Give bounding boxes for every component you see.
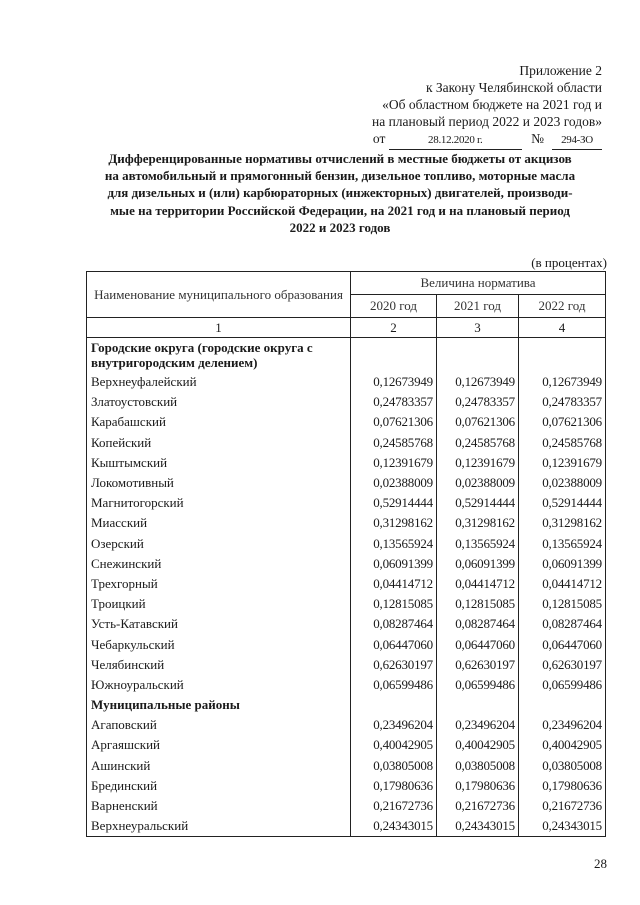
- value-2021: 0,62630197: [437, 655, 519, 675]
- municipality-name: Чебаркульский: [87, 634, 351, 654]
- section-row: [87, 695, 606, 715]
- appendix-line-2: к Закону Челябинской области: [425, 80, 602, 95]
- title-line-5: 2022 и 2023 годов: [289, 219, 391, 235]
- municipality-name: Ашинский: [87, 756, 351, 776]
- column-header-group: Величина норматива: [351, 272, 606, 295]
- table-row: [87, 634, 606, 654]
- table-row: [87, 534, 606, 554]
- value-2021: 0,31298162: [437, 513, 519, 533]
- table-row: [87, 433, 606, 453]
- value-2022: 0,31298162: [519, 513, 606, 533]
- table-row: [87, 614, 606, 634]
- table-row: [87, 715, 606, 735]
- norms-table: [86, 271, 606, 837]
- value-2020: 0,12815085: [351, 594, 437, 614]
- value-2022: 0,12673949: [519, 372, 606, 392]
- value-2021: 0,12673949: [437, 372, 519, 392]
- table-row: [87, 756, 606, 776]
- section-title-urban-districts: Городские округа (городские округа с внутригородским делением): [87, 338, 351, 373]
- value-2022: 0,08287464: [519, 614, 606, 634]
- table-row: [87, 473, 606, 493]
- value-2022: 0,17980636: [519, 776, 606, 796]
- table-row: [87, 574, 606, 594]
- municipality-name: Южноуральский: [87, 675, 351, 695]
- municipality-name: Снежинский: [87, 554, 351, 574]
- value-2021: 0,06091399: [437, 554, 519, 574]
- value-2021: 0,03805008: [437, 756, 519, 776]
- table-row: [87, 796, 606, 816]
- value-2021: 0,12815085: [437, 594, 519, 614]
- value-2021: 0,07621306: [437, 412, 519, 432]
- value-2020: 0,23496204: [351, 715, 437, 735]
- column-header-year-2022: 2022 год: [519, 295, 606, 318]
- title-line-4: мые на территории Российской Федерации, на 2021 год и на плановый период: [110, 202, 570, 218]
- value-2022: 0,04414712: [519, 574, 606, 594]
- column-number-2: 2: [351, 318, 437, 338]
- value-2021: 0,24585768: [437, 433, 519, 453]
- municipality-name: Миасский: [87, 513, 351, 533]
- municipality-name: Карабашский: [87, 412, 351, 432]
- value-2020: 0,12391679: [351, 453, 437, 473]
- value-2022: 0,12391679: [519, 453, 606, 473]
- number-label: №: [531, 131, 544, 146]
- appendix-line-3: «Об областном бюджете на 2021 год и: [382, 97, 602, 112]
- value-2022: 0,13565924: [519, 534, 606, 554]
- value-2022: 0,03805008: [519, 756, 606, 776]
- municipality-name: Кыштымский: [87, 453, 351, 473]
- table-row: [87, 513, 606, 533]
- table-row: [87, 392, 606, 412]
- value-2020: 0,24783357: [351, 392, 437, 412]
- municipality-name: Копейский: [87, 433, 351, 453]
- section-title-municipal-districts: Муниципальные районы: [87, 695, 351, 715]
- value-2021: 0,52914444: [437, 493, 519, 513]
- municipality-name: Озерский: [87, 534, 351, 554]
- column-header-name: Наименование муниципального образования: [87, 272, 351, 318]
- value-2020: 0,21672736: [351, 796, 437, 816]
- value-2021: 0,13565924: [437, 534, 519, 554]
- table-row: [87, 594, 606, 614]
- value-2022: 0,23496204: [519, 715, 606, 735]
- value-2021: 0,06447060: [437, 634, 519, 654]
- column-number-4: 4: [519, 318, 606, 338]
- units-note: (в процентах): [531, 255, 607, 270]
- law-date-number: [373, 130, 602, 150]
- value-2022: 0,12815085: [519, 594, 606, 614]
- value-2021: 0,21672736: [437, 796, 519, 816]
- value-2022: 0,06599486: [519, 675, 606, 695]
- value-2020: 0,03805008: [351, 756, 437, 776]
- law-number: 294-ЗО: [552, 132, 602, 150]
- column-number-3: 3: [437, 318, 519, 338]
- column-number-1: 1: [87, 318, 351, 338]
- municipality-name: Локомотивный: [87, 473, 351, 493]
- value-2020: 0,31298162: [351, 513, 437, 533]
- value-2020: 0,13565924: [351, 534, 437, 554]
- table-row: [87, 816, 606, 837]
- value-2022: 0,06091399: [519, 554, 606, 574]
- value-2021: 0,23496204: [437, 715, 519, 735]
- table-row: [87, 675, 606, 695]
- title-line-3: для дизельных и (или) карбюраторных (инжекторных) двигателей, производи-: [107, 185, 573, 201]
- value-2022: 0,40042905: [519, 735, 606, 755]
- value-2021: 0,24343015: [437, 816, 519, 837]
- table-row: [87, 372, 606, 392]
- table-row: [87, 735, 606, 755]
- value-2021: 0,40042905: [437, 735, 519, 755]
- table-row: [87, 412, 606, 432]
- document-title: [80, 150, 600, 236]
- value-2020: 0,06091399: [351, 554, 437, 574]
- value-2022: 0,62630197: [519, 655, 606, 675]
- municipality-name: Агаповский: [87, 715, 351, 735]
- table-row: [87, 776, 606, 796]
- value-2021: 0,17980636: [437, 776, 519, 796]
- municipality-name: Трехгорный: [87, 574, 351, 594]
- law-date: 28.12.2020 г.: [389, 132, 522, 150]
- value-2020: 0,24343015: [351, 816, 437, 837]
- value-2021: 0,12391679: [437, 453, 519, 473]
- value-2020: 0,06599486: [351, 675, 437, 695]
- appendix-line-1: Приложение 2: [519, 63, 602, 78]
- value-2022: 0,24585768: [519, 433, 606, 453]
- column-header-year-2021: 2021 год: [437, 295, 519, 318]
- value-2021: 0,02388009: [437, 473, 519, 493]
- value-2022: 0,02388009: [519, 473, 606, 493]
- municipality-name: Златоустовский: [87, 392, 351, 412]
- value-2022: 0,52914444: [519, 493, 606, 513]
- municipality-name: Верхнеуральский: [87, 816, 351, 837]
- page-number: 28: [594, 856, 607, 871]
- value-2020: 0,17980636: [351, 776, 437, 796]
- value-2021: 0,06599486: [437, 675, 519, 695]
- column-header-year-2020: 2020 год: [351, 295, 437, 318]
- value-2021: 0,08287464: [437, 614, 519, 634]
- value-2020: 0,07621306: [351, 412, 437, 432]
- value-2020: 0,12673949: [351, 372, 437, 392]
- appendix-header: [302, 62, 602, 150]
- value-2020: 0,52914444: [351, 493, 437, 513]
- table-row: [87, 493, 606, 513]
- municipality-name: Магнитогорский: [87, 493, 351, 513]
- municipality-name: Троицкий: [87, 594, 351, 614]
- municipality-name: Аргаяшский: [87, 735, 351, 755]
- table-row: [87, 655, 606, 675]
- value-2022: 0,21672736: [519, 796, 606, 816]
- value-2022: 0,07621306: [519, 412, 606, 432]
- value-2020: 0,24585768: [351, 433, 437, 453]
- title-line-1: Дифференцированные нормативы отчислений в местные бюджеты от акцизов: [108, 151, 572, 166]
- title-line-2: на автомобильный и прямогонный бензин, дизельное топливо, моторные масла: [104, 168, 576, 184]
- value-2021: 0,24783357: [437, 392, 519, 412]
- value-2022: 0,24343015: [519, 816, 606, 837]
- value-2022: 0,24783357: [519, 392, 606, 412]
- municipality-name: Брединский: [87, 776, 351, 796]
- table-row: [87, 453, 606, 473]
- municipality-name: Верхнеуфалейский: [87, 372, 351, 392]
- value-2022: 0,06447060: [519, 634, 606, 654]
- municipality-name: Варненский: [87, 796, 351, 816]
- from-label: от: [372, 131, 386, 146]
- municipality-name: Усть-Катавский: [87, 614, 351, 634]
- table-row: [87, 554, 606, 574]
- appendix-line-4: на плановый период 2022 и 2023 годов»: [371, 114, 602, 129]
- value-2020: 0,04414712: [351, 574, 437, 594]
- value-2020: 0,62630197: [351, 655, 437, 675]
- value-2020: 0,08287464: [351, 614, 437, 634]
- value-2020: 0,40042905: [351, 735, 437, 755]
- value-2020: 0,06447060: [351, 634, 437, 654]
- value-2021: 0,04414712: [437, 574, 519, 594]
- value-2020: 0,02388009: [351, 473, 437, 493]
- municipality-name: Челябинский: [87, 655, 351, 675]
